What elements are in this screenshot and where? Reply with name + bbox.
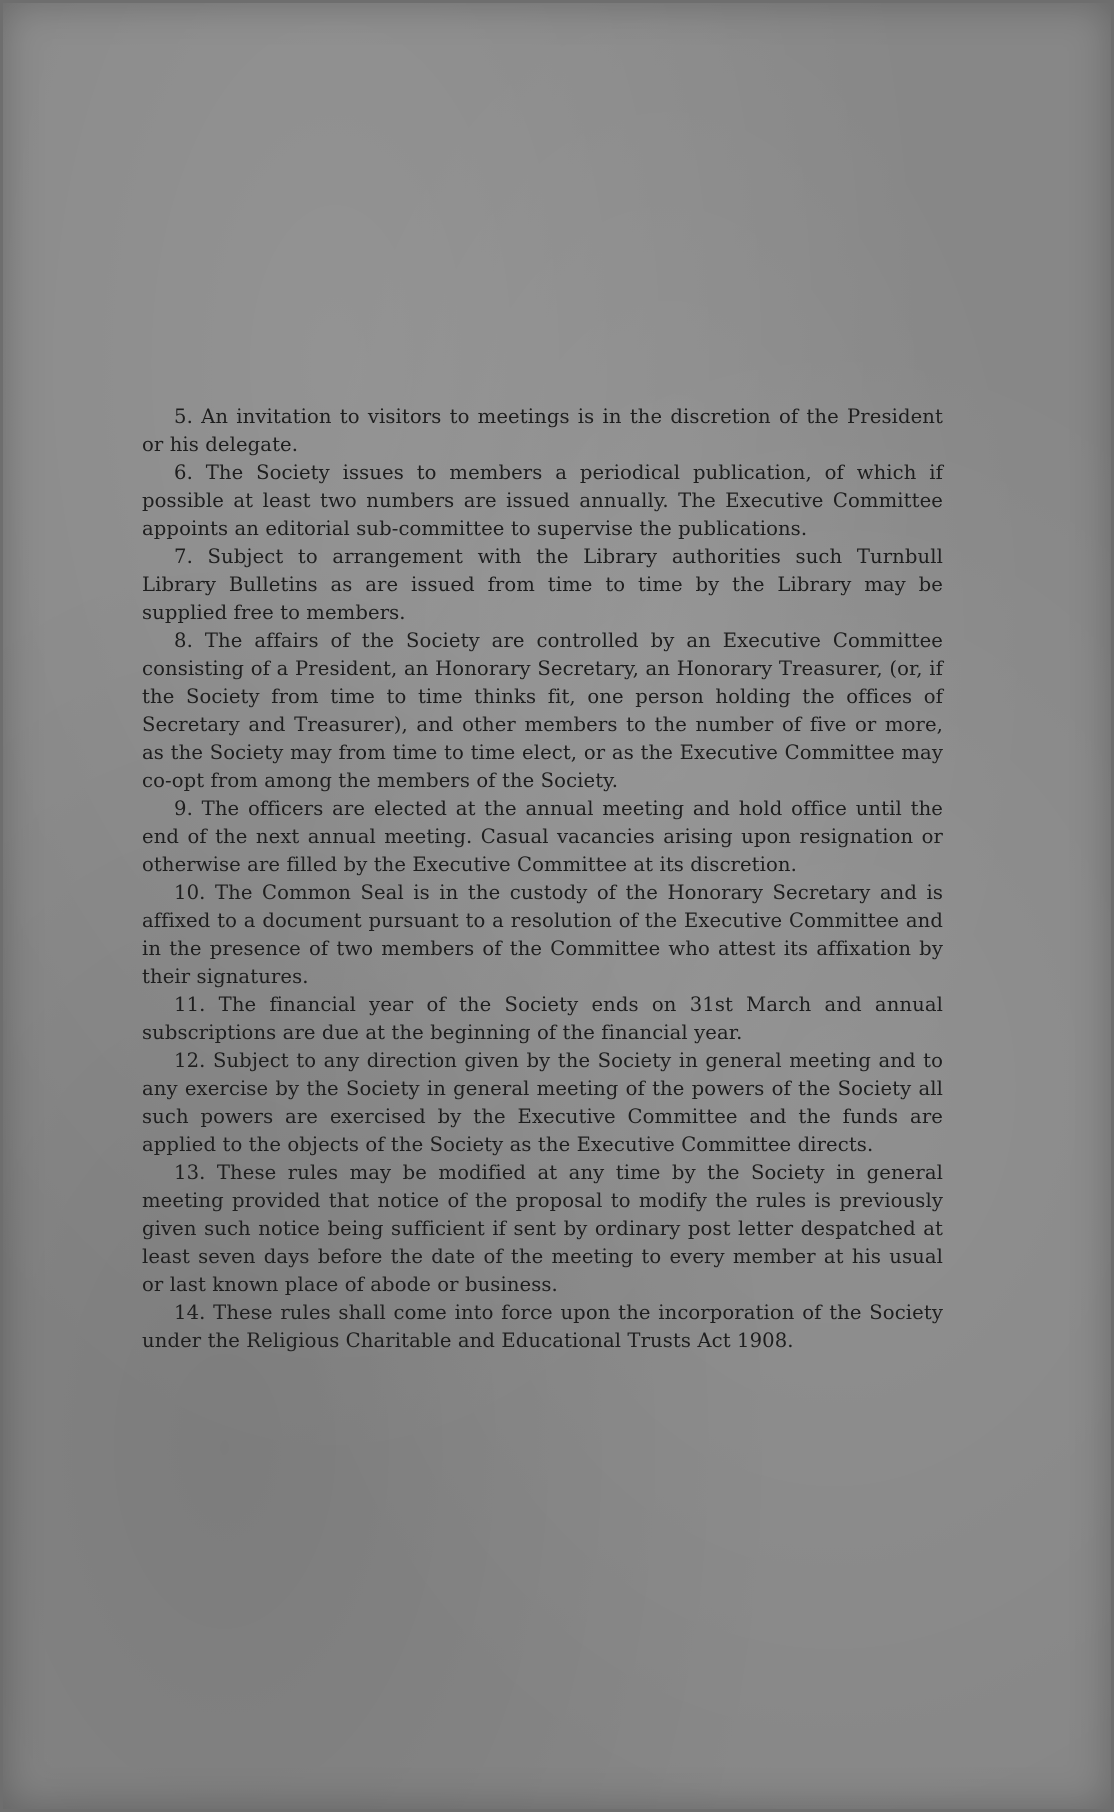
rule-6: 6. The Society issues to members a periodical publication, of which if possible at least two numbers are issued annually. The Executive Committee appoints an editorial sub-committee to supervise the publications.: [142, 461, 943, 540]
rule-14: 14. These rules shall come into force upon the incorporation of the Society under the Religious Charitable and Educational Trusts Act 1908.: [142, 1301, 943, 1352]
rule-12: 12. Subject to any direction given by the Society in general meeting and to any exercise by the Society in general meeting of the powers of the Society all such powers are exercised by the Executive Committee and the funds are applied to the objects of the Society as the Executive Committee directs.: [142, 1049, 943, 1156]
rules-list: [142, 403, 943, 1355]
rule-10: 10. The Common Seal is in the custody of the Honorary Secretary and is affixed to a document pursuant to a resolution of the Executive Committee and in the presence of two members of the Committee who attest its affixation by their signatures.: [142, 881, 943, 988]
rule-8: 8. The affairs of the Society are controlled by an Executive Committee consisting of a President, an Honorary Secretary, an Honorary Treasurer, (or, if the Society from time to time thinks fit, one person holding the offices of Secretary and Treasurer), and other members to the number of five or more, as the Society may from time to time elect, or as the Executive Committee may co-opt from among the members of the Society.: [142, 629, 943, 792]
rule-13: 13. These rules may be modified at any time by the Society in general meeting provided that notice of the proposal to modify the rules is previously given such notice being sufficient if sent by ordinary post letter despatched at least seven days before the date of the meeting to every member at his usual or last known place of abode or business.: [142, 1161, 943, 1296]
rule-11: 11. The financial year of the Society ends on 31st March and annual subscriptions are due at the beginning of the financial year.: [142, 993, 943, 1044]
rule-5: 5. An invitation to visitors to meetings is in the discretion of the President or his delegate.: [142, 405, 943, 456]
rule-9: 9. The officers are elected at the annual meeting and hold office until the end of the next annual meeting. Casual vacancies arising upon resignation or otherwise are filled by the Executive Committee at its discretion.: [142, 797, 943, 876]
rule-7: 7. Subject to arrangement with the Library authorities such Turnbull Library Bulletins as are issued from time to time by the Library may be supplied free to members.: [142, 545, 943, 624]
